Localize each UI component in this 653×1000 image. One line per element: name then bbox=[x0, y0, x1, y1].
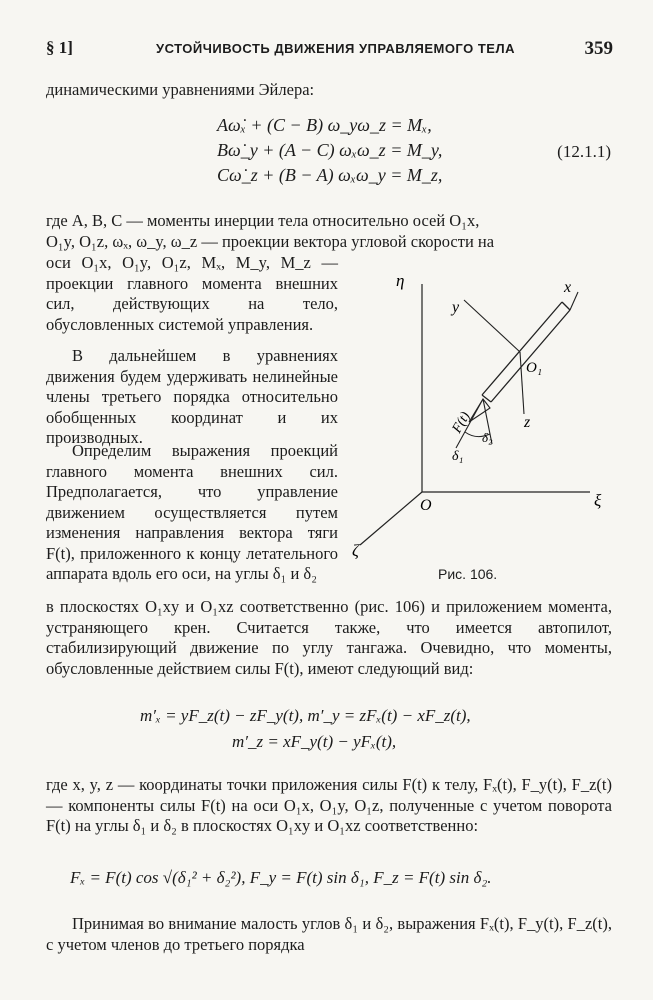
x-axis-line bbox=[570, 292, 578, 310]
euler-line-3: Cω̇_z + (B − A) ωₓω_y = M_z, bbox=[217, 165, 443, 185]
para1-line1: где A, B, C — моменты инерции тела относительно осей O₁x, bbox=[46, 211, 480, 230]
para5: Принимая во внимание малость углов δ₁ и δ₂, выражения Fₓ(t), F_y(t), F_z(t), с учетом членов до третьего порядка bbox=[46, 914, 612, 954]
body-rod bbox=[482, 302, 570, 402]
label-z: z bbox=[524, 414, 531, 431]
moments-line-2: m′_z = xF_y(t) − yFₓ(t), bbox=[232, 732, 397, 751]
para3-left: Определим выражения проекций главного момента внешних сил. Предполагается, что управление движением осуществляется путем изменения направления вектора тяги F(t), приложенного к концу летательного аппарата вдоль его оси, на углы δ₁ и δ₂ bbox=[46, 441, 338, 583]
figure-106 bbox=[352, 262, 617, 562]
figure-diagram bbox=[352, 262, 617, 562]
label-eta: η bbox=[396, 271, 405, 290]
force-components: Fₓ = F(t) cos √(δ₁² + δ₂²), F_y = F(t) sin δ₁, F_z = F(t) sin δ₂. bbox=[70, 868, 492, 887]
label-origin: O bbox=[420, 497, 432, 514]
euler-line-1: Aω̇ₓ + (C − B) ω_yω_z = Mₓ, bbox=[217, 115, 432, 135]
running-title: УСТОЙЧИВОСТЬ ДВИЖЕНИЯ УПРАВЛЯЕМОГО ТЕЛА bbox=[156, 41, 515, 56]
z-axis-line bbox=[520, 352, 524, 414]
label-force: F(t) bbox=[449, 409, 474, 436]
label-o1: O₁ bbox=[526, 360, 543, 376]
figure-caption: Рис. 106. bbox=[438, 566, 498, 582]
equation-number: (12.1.1) bbox=[557, 142, 611, 161]
para4: где x, y, z — координаты точки приложения силы F(t) к телу, Fₓ(t), F_y(t), F_z(t) — компоненты силы F(t) на оси O₁x, O₁y, O₁z, полученные с учетом поворота F(t) на углы δ₁ и δ₂ в плоскостях O₁xy и O₁xz соответственно: bbox=[46, 775, 612, 835]
section-mark: § 1] bbox=[46, 38, 73, 57]
euler-line-2: Bω̇_y + (A − C) ωₓω_z = M_y, bbox=[217, 140, 443, 160]
euler-equations bbox=[217, 113, 442, 188]
zeta-axis bbox=[360, 492, 422, 545]
y-axis-line bbox=[464, 300, 520, 352]
para1-rest: оси O₁x, O₁y, O₁z, Mₓ, M_y, M_z — проекции главного момента внешних сил, действующих на тело, обусловленных системой управления. bbox=[46, 253, 338, 334]
para2: В дальнейшем в уравнениях движения будем удерживать нелинейные члены третьего порядка относительно обобщенных координат и их производных. bbox=[46, 346, 338, 447]
running-header bbox=[46, 38, 613, 64]
label-delta2: δ₂ bbox=[482, 430, 493, 445]
label-zeta: ζ bbox=[352, 541, 359, 560]
intro-line: динамическими уравнениями Эйлера: bbox=[46, 80, 315, 99]
page-number: 359 bbox=[584, 38, 613, 59]
label-xi: ξ bbox=[594, 491, 602, 510]
moment-equations bbox=[140, 703, 471, 755]
label-delta1: δ₁ bbox=[452, 449, 464, 464]
para3-continued: в плоскостях O₁xy и O₁xz соответственно (рис. 106) и приложением момента, устраняющего крен. Считается также, что имеется автопилот, стабилизирующий движение по углу тангажа. Очевидно, что моменты, обусловленные действием силы F(t), имеют следующий вид: bbox=[46, 597, 612, 678]
moments-line-1: m′ₓ = yF_z(t) − zF_y(t), m′_y = zFₓ(t) − xF_z(t), bbox=[140, 706, 471, 725]
label-x: x bbox=[564, 279, 572, 296]
label-y: y bbox=[452, 299, 460, 316]
para1-line2: O₁y, O₁z, ωₓ, ω_y, ω_z — проекции вектора угловой скорости на bbox=[46, 232, 495, 251]
